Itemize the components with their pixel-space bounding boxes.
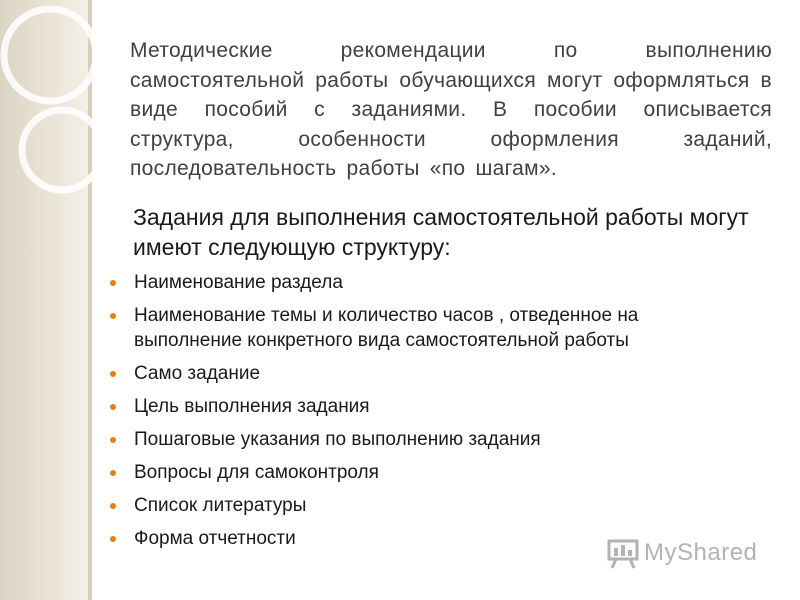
list-item-text: Форма отчетности: [134, 528, 296, 549]
list-item-text: Пошаговые указания по выполнению задания: [134, 429, 541, 450]
list-item-text: Наименование темы и количество часов , отведенное на выполнение конкретного вида самостоятельной работы: [134, 305, 639, 351]
watermark: [606, 536, 757, 570]
list-item: [106, 361, 746, 386]
bullet-dot-icon: [110, 503, 116, 509]
structure-list: [106, 270, 746, 559]
list-item: [106, 460, 746, 485]
list-item: [106, 303, 746, 353]
bullet-dot-icon: [110, 437, 116, 443]
list-item-text: Наименование раздела: [134, 272, 343, 293]
list-item: [106, 394, 746, 419]
list-item-text: Само задание: [134, 363, 261, 384]
intro-paragraph: Методические рекомендации по выполнению самостоятельной работы обучающихся могут оформляться в виде пособий с заданиями. В пособии описывается структура, особенности оформления заданий, последовательность работы «по шагам».: [130, 39, 772, 180]
list-item-text: Список литературы: [134, 495, 307, 516]
bullet-dot-icon: [110, 404, 116, 410]
bullet-dot-icon: [110, 536, 116, 542]
presentation-board-icon: [606, 536, 640, 570]
list-item-text: Вопросы для самоконтроля: [134, 462, 379, 483]
list-item: [106, 493, 746, 518]
list-item: [106, 427, 746, 452]
bullet-dot-icon: [110, 470, 116, 476]
bullet-dot-icon: [110, 371, 116, 377]
list-item: [106, 270, 746, 295]
section-subtitle: Задания для выполнения самостоятельной работы могут имеют следующую структуру:: [133, 204, 749, 260]
bullet-dot-icon: [110, 313, 116, 319]
list-item-text: Цель выполнения задания: [134, 396, 370, 417]
decorative-circles: [0, 0, 110, 230]
watermark-text: MyShared: [644, 539, 758, 566]
bullet-dot-icon: [110, 280, 116, 286]
